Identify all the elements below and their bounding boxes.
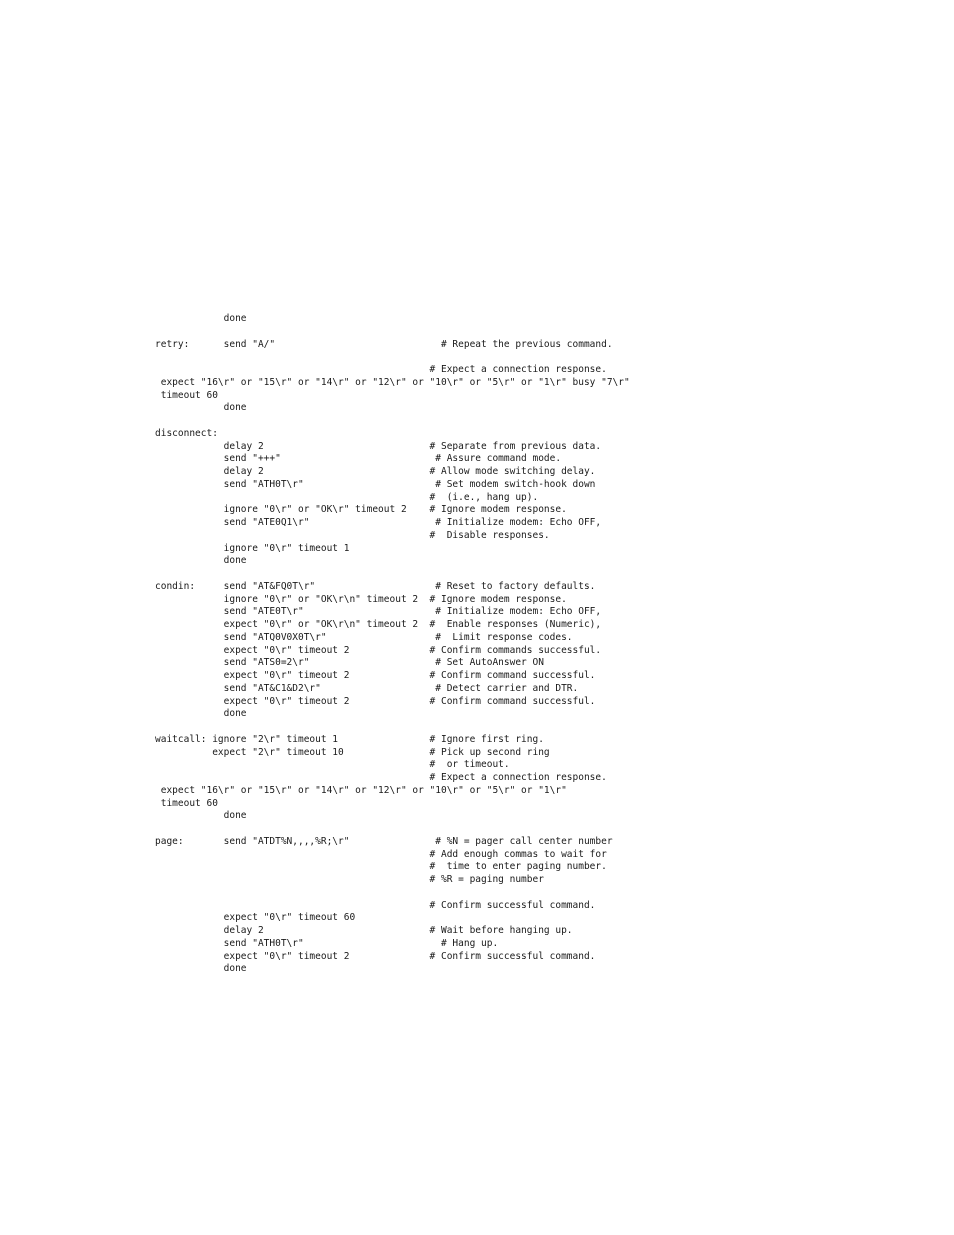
code-line: # Add enough commas to wait for — [155, 848, 607, 860]
code-line: # or timeout. — [155, 759, 510, 771]
code-line — [155, 887, 935, 900]
code-line — [155, 721, 935, 734]
code-line: expect "2\r" timeout 10 # Pick up second ring — [155, 746, 550, 758]
code-line: ignore "0\r" timeout 1 — [155, 542, 350, 554]
code-line: expect "0\r" timeout 2 # Confirm commands successful. — [155, 644, 602, 656]
code-line: send "ATE0T\r" # Initialize modem: Echo OFF, — [155, 606, 602, 618]
code-line: retry: send "A/" # Repeat the previous command. — [155, 338, 613, 350]
code-line: done — [155, 313, 247, 324]
code-line: # Confirm successful command. — [155, 899, 596, 911]
code-line: send "+++" # Assure command mode. — [155, 453, 562, 465]
code-line: expect "0\r" timeout 2 # Confirm command successful. — [155, 695, 596, 707]
code-line — [155, 568, 935, 581]
code-line: # Expect a connection response. — [155, 364, 607, 375]
code-line: expect "0\r" timeout 60 — [155, 912, 356, 924]
code-line: # time to enter paging number. — [155, 861, 607, 873]
code-line: send "ATE0Q1\r" # Initialize modem: Echo OFF, — [155, 517, 602, 528]
code-line: timeout 60 — [155, 797, 218, 809]
code-line: disconnect: — [155, 427, 218, 439]
code-line: done — [155, 402, 247, 414]
code-line: send "ATH0T\r" # Set modem switch-hook down — [155, 478, 596, 490]
code-line: done — [155, 555, 247, 567]
code-line — [155, 326, 935, 339]
code-line: send "ATQ0V0X0T\r" # Limit response codes. — [155, 631, 573, 643]
code-line — [155, 823, 935, 836]
code-line: send "ATH0T\r" # Hang up. — [155, 937, 499, 949]
code-line: ignore "0\r" or "OK\r" timeout 2 # Ignore modem response. — [155, 504, 567, 516]
code-line: ignore "0\r" or "OK\r\n" timeout 2 # Ignore modem response. — [155, 593, 567, 605]
code-line: waitcall: ignore "2\r" timeout 1 # Ignore first ring. — [155, 733, 544, 745]
code-line: expect "0\r" timeout 2 # Confirm command successful. — [155, 670, 596, 681]
code-line: # (i.e., hang up). — [155, 491, 539, 503]
code-line: delay 2 # Allow mode switching delay. — [155, 466, 596, 477]
code-line: done — [155, 708, 247, 720]
code-listing — [155, 313, 935, 976]
code-line: send "ATS0=2\r" # Set AutoAnswer ON — [155, 657, 544, 669]
code-line: expect "0\r" timeout 2 # Confirm successful command. — [155, 950, 596, 962]
code-line: delay 2 # Wait before hanging up. — [155, 925, 573, 936]
code-line: send "AT&C1&D2\r" # Detect carrier and DTR. — [155, 682, 579, 694]
code-line: expect "16\r" or "15\r" or "14\r" or "12\r" or "10\r" or "5\r" or "1\r" busy "7\r" — [155, 376, 630, 388]
code-line: # %R = paging number — [155, 874, 544, 885]
code-line: expect "16\r" or "15\r" or "14\r" or "12\r" or "10\r" or "5\r" or "1\r" — [155, 784, 567, 796]
code-line: # Disable responses. — [155, 529, 550, 541]
code-line: # Expect a connection response. — [155, 772, 607, 783]
code-line: done — [155, 810, 247, 822]
code-line — [155, 415, 935, 428]
code-line: delay 2 # Separate from previous data. — [155, 440, 602, 452]
code-line: condin: send "AT&FQ0T\r" # Reset to factory defaults. — [155, 580, 596, 592]
code-line — [155, 351, 935, 364]
code-line: expect "0\r" or "OK\r\n" timeout 2 # Enable responses (Numeric), — [155, 619, 602, 630]
code-line: timeout 60 — [155, 389, 218, 401]
code-line: done — [155, 963, 247, 975]
code-line: page: send "ATDT%N,,,,%R;\r" # %N = pager call center number — [155, 835, 613, 847]
